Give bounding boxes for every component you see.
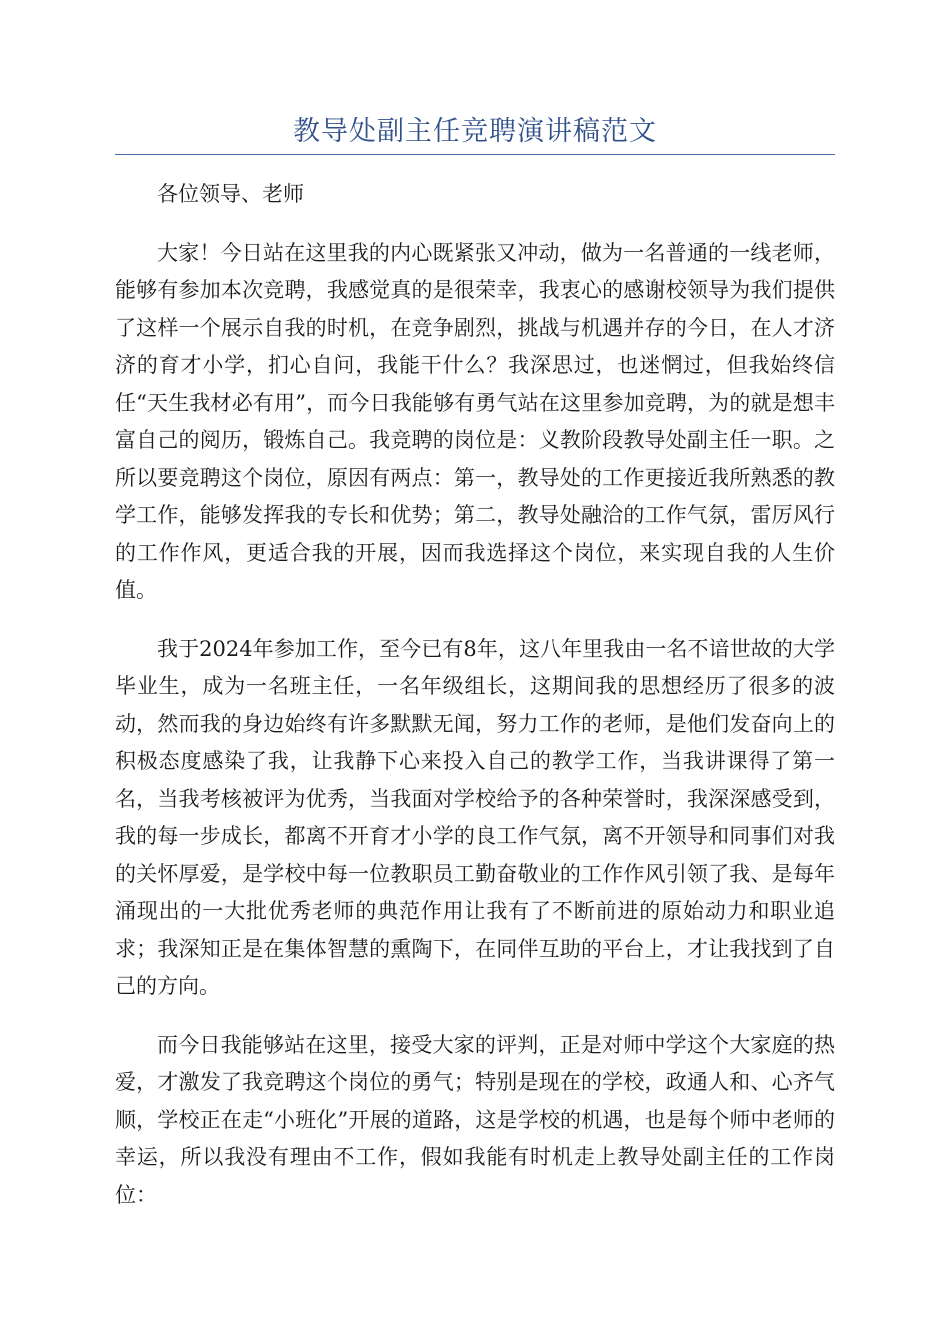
- body-paragraph: 大家！今日站在这里我的内心既紧张又冲动，做为一名普通的一线老师，能够有参加本次竞聘，我感觉真的是很荣幸，我衷心的感谢校领导为我们提供了这样一个展示自我的时机，在竞争剧烈，挑战与机遇并存的今日，在人才济济的育才小学，扪心自问，我能干什么？我深思过，也迷惘过，但我始终信任“天生我材必有用”，而今日我能够有勇气站在这里参加竞聘，为的就是想丰富自己的阅历，锻炼自己。我竞聘的岗位是：义教阶段教导处副主任一职。之所以要竞聘这个岗位，原因有两点：第一，教导处的工作更接近我所熟悉的教学工作，能够发挥我的专长和优势；第二，教导处融洽的工作气氛，雷厉风行的工作作风，更适合我的开展，因而我选择这个岗位，来实现自我的人生价值。: [115, 240, 835, 602]
- body-paragraph: 而今日我能够站在这里，接受大家的评判，正是对师中学这个大家庭的热爱，才激发了我竞聘这个岗位的勇气；特别是现在的学校，政通人和、心齐气顺，学校正在走“小班化”开展的道路，这是学校的机遇，也是每个师中老师的幸运，所以我没有理由不工作，假如我能有时机走上教导处副主任的工作岗位：: [115, 1032, 835, 1207]
- document-body: [115, 176, 835, 1235]
- salutation-paragraph: 各位领导、老师: [157, 182, 304, 206]
- title-underline: [115, 154, 835, 155]
- document-title: 教导处副主任竞聘演讲稿范文: [293, 116, 657, 147]
- body-paragraph: 我于2024年参加工作，至今已有8年，这八年里我由一名不谙世故的大学毕业生，成为一名班主任，一名年级组长，这期间我的思想经历了很多的波动，然而我的身边始终有许多默默无闻，努力工作的老师，是他们发奋向上的积极态度感染了我，让我静下心来投入自己的教学工作，当我讲课得了第一名，当我考核被评为优秀，当我面对学校给予的各种荣誉时，我深深感受到，我的每一步成长，都离不开育才小学的良工作气氛，离不开领导和同事们对我的关怀厚爱，是学校中每一位教职员工勤奋敬业的工作作风引领了我、是每年涌现出的一大批优秀老师的典范作用让我有了不断前进的原始动力和职业追求；我深知正是在集体智慧的熏陶下，在同伴互助的平台上，才让我找到了自己的方向。: [115, 636, 835, 998]
